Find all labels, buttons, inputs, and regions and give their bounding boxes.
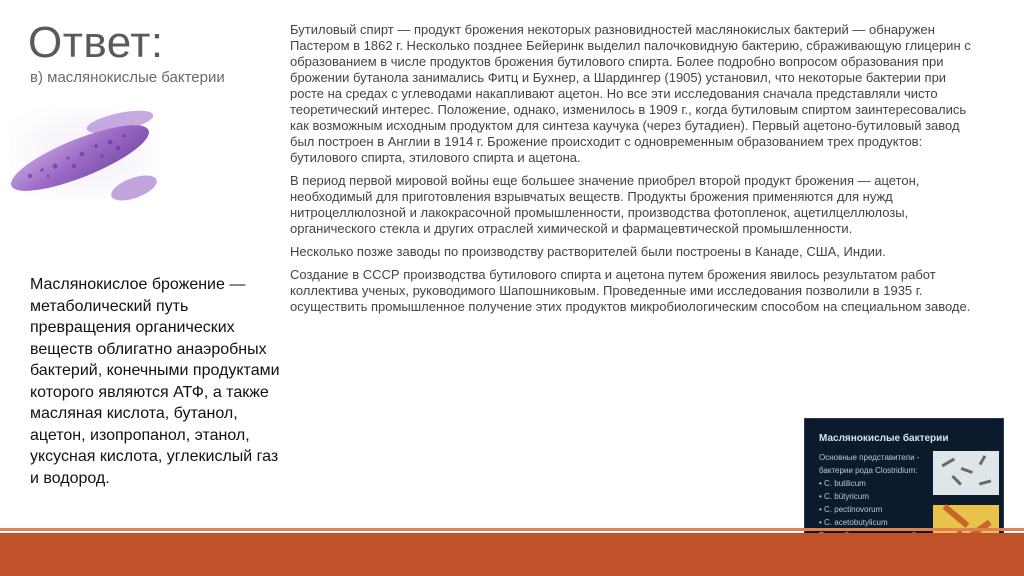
- footer-bar: [0, 533, 1024, 576]
- slide-title: Ответ:: [28, 18, 164, 67]
- bacteria-image: [10, 106, 160, 202]
- thumbnail-line: бактерии рода Clostridium:: [819, 466, 918, 475]
- paragraph: Бутиловый спирт — продукт брожения некоторых разновидностей маслянокислых бактерий — обнаружен Пастером в 1862 г. Несколько позднее Бейеринк выделил палочковидную бактерию, сбраживающую глицерин с образованием в числе продуктов брожения бутилового спирта. Более подробно вопросом образования при брожении бутанола занимались Фитц и Бухнер, а Шардингер (1905) установил, что некоторые бактерии при росте на средах с углеводами накапливают ацетон. Но все эти исследования сначала представляли чисто теоретический интерес. Положение, однако, изменилось в 1909 г., когда бутиловым спиртом заинтересовались как возможным исходным продуктом для синтеза каучука (через бутадиен). Первый ацетоно-бутиловый завод был построен в Англии в 1914 г. Брожение происходит с одновременным образованием трех продуктов: бутилового спирта, этилового спирта и ацетона.: [290, 22, 971, 165]
- thumbnail-line: Основные представители -: [819, 453, 920, 462]
- thumbnail-line: • C. pectinovorum: [819, 505, 883, 514]
- definition-text: Маслянокислое брожение — метаболический путь превращения органических веществ облигатно анаэробных бактерий, конечными продуктами которого являются АТФ, а также масляная кислота, бутанол, ацетон, изопропанол, этанол, уксусная кислота, углекислый газ и водород.: [30, 276, 280, 487]
- thumbnail-title: Маслянокислые бактерии: [819, 433, 949, 444]
- paragraph: В период первой мировой войны еще большее значение приобрел второй продукт брожения — ацетон, необходимый для приготовления взрывчатых веществ. Продукты брожения применяются для нужд нитроцеллюлозной и лакокрасочной промышленности, производства фотопленок, ацетилцеллюлозы, органического стекла и других отраслей химической и фармацевтической промышленности.: [290, 173, 920, 236]
- thumbnail-line: • C. bütyricum: [819, 492, 869, 501]
- thumbnail-line: • C. acetobutylicum: [819, 518, 888, 527]
- main-text: [290, 22, 980, 322]
- paragraph: Несколько позже заводы по производству растворителей были построены в Канаде, США, Индии.: [290, 244, 886, 259]
- paragraph: Создание в СССР производства бутилового спирта и ацетона путем брожения явилось результатом работ коллектива ученых, руководимого Шапошниковым. Проведенные ими исследования позволили в 1935 г. осуществить промышленное получение этих продуктов микробиологическим способом на специальном заводе.: [290, 267, 971, 314]
- footer-accent-line: [0, 528, 1024, 531]
- thumbnail-line: • C. butilicum: [819, 479, 866, 488]
- slide-subtitle: в) маслянокислые бактерии: [30, 69, 225, 86]
